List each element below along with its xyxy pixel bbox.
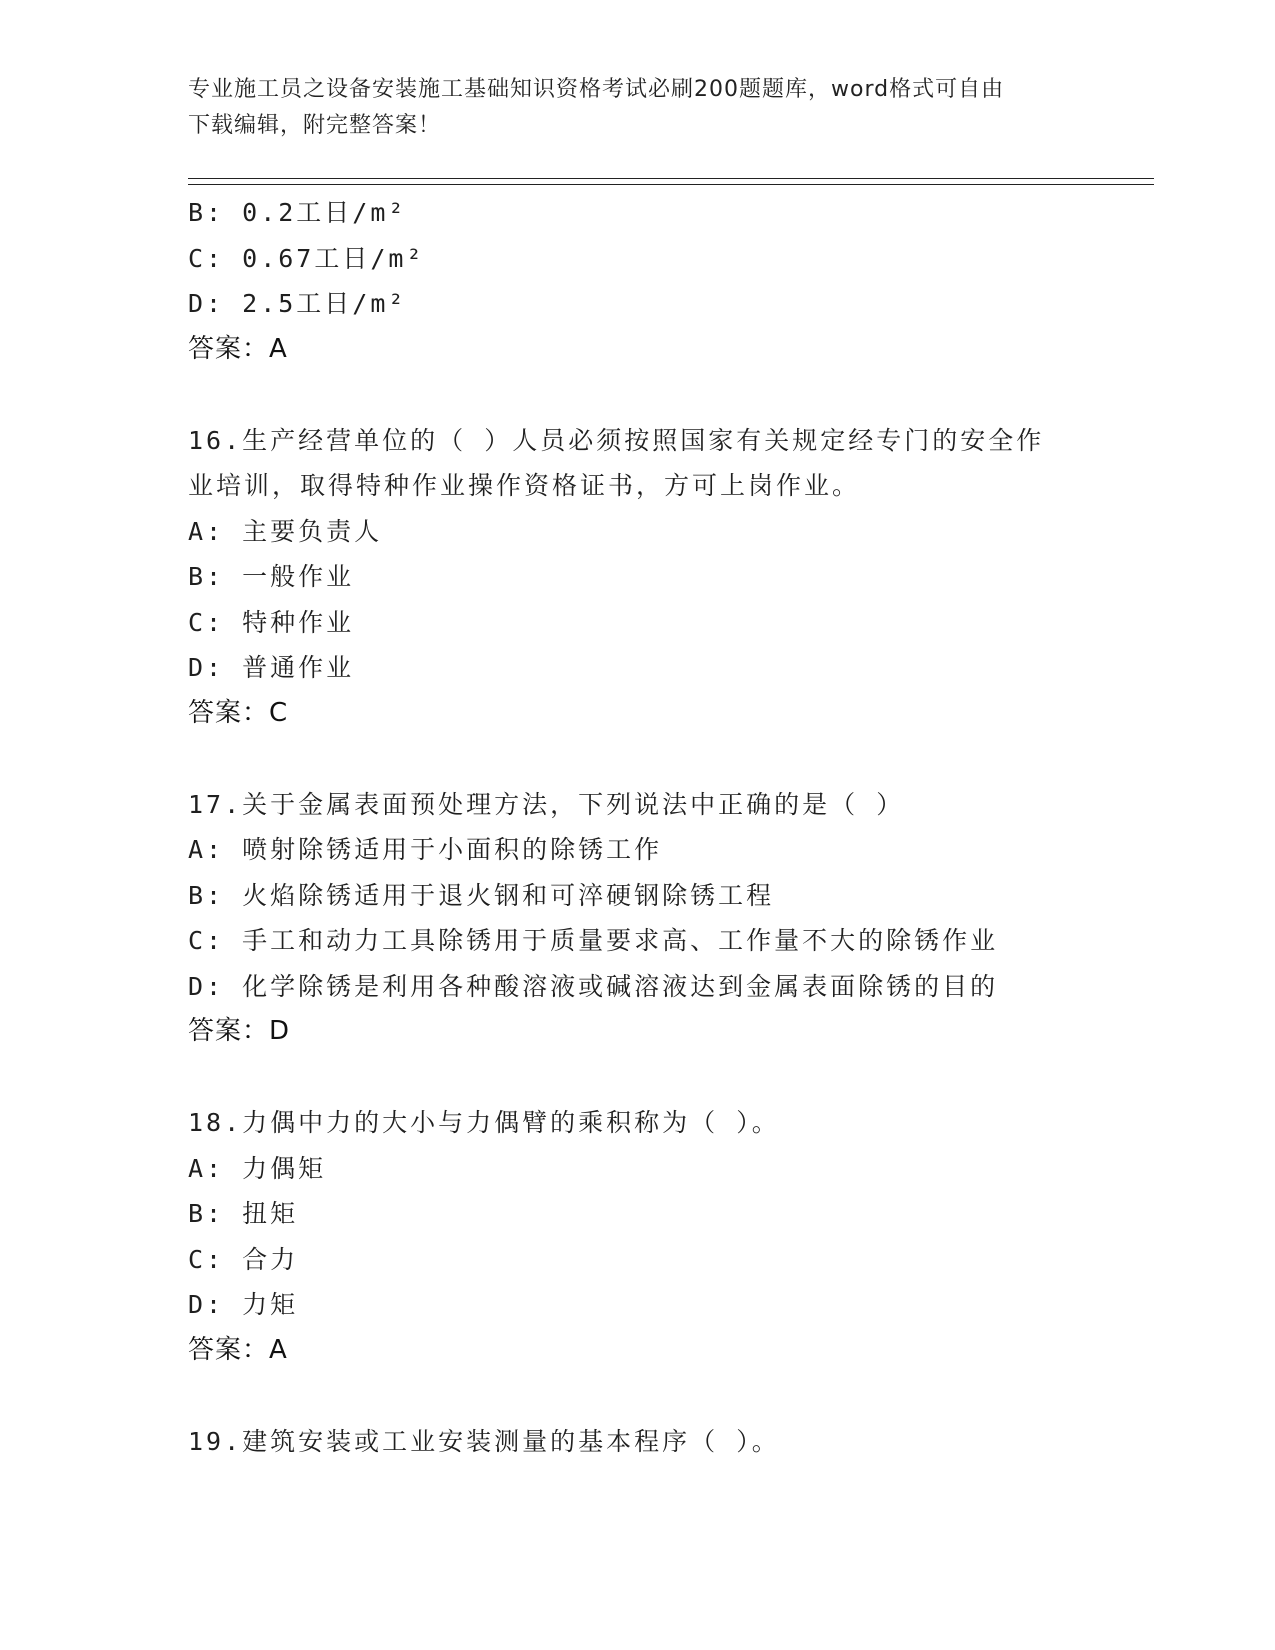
question-16 bbox=[188, 418, 1108, 737]
spacer bbox=[188, 372, 1108, 418]
question-stem: 17.关于金属表面预处理方法，下列说法中正确的是（ ） bbox=[188, 789, 905, 819]
question-18 bbox=[188, 1100, 1108, 1373]
option-b: B: 火焰除锈适用于退火钢和可淬硬钢除锈工程 bbox=[188, 880, 775, 910]
question-19 bbox=[188, 1419, 1108, 1465]
option-b: B: 一般作业 bbox=[188, 562, 355, 591]
header-title-line-2: 下载编辑，附完整答案！ bbox=[188, 113, 442, 138]
option-d: D: 化学除锈是利用各种酸溶液或碱溶液达到金属表面除锈的目的 bbox=[188, 971, 999, 1001]
option-d: D: 普通作业 bbox=[188, 653, 355, 682]
header-divider-top bbox=[188, 178, 1154, 179]
spacer bbox=[188, 1055, 1108, 1101]
answer: 答案：A bbox=[188, 1334, 288, 1365]
option-a: A: 主要负责人 bbox=[188, 516, 383, 546]
spacer bbox=[188, 1373, 1108, 1419]
option-a: A: 喷射除锈适用于小面积的除锈工作 bbox=[188, 835, 663, 864]
option-b: B: 0.2工日/m² bbox=[188, 198, 407, 227]
question-stem-line-2: 业培训，取得特种作业操作资格证书，方可上岗作业。 bbox=[188, 471, 861, 500]
option-b: B: 扭矩 bbox=[188, 1199, 299, 1228]
option-c: C: 特种作业 bbox=[188, 607, 355, 637]
option-c: C: 手工和动力工具除锈用于质量要求高、工作量不大的除锈作业 bbox=[188, 926, 999, 955]
option-a: A: 力偶矩 bbox=[188, 1153, 327, 1183]
option-c: C: 合力 bbox=[188, 1244, 299, 1274]
spacer bbox=[188, 736, 1108, 782]
option-c: C: 0.67工日/m² bbox=[188, 243, 425, 273]
answer: 答案：C bbox=[188, 697, 289, 728]
question-list bbox=[188, 190, 1108, 1464]
answer: 答案：A bbox=[188, 333, 288, 364]
question-stem: 19.建筑安装或工业安装测量的基本程序（ ）。 bbox=[188, 1426, 780, 1456]
question-stem-line-1: 16.生产经营单位的（ ）人员必须按照国家有关规定经专门的安全作 bbox=[188, 425, 1045, 455]
question-17 bbox=[188, 782, 1108, 1055]
option-d: D: 力矩 bbox=[188, 1290, 299, 1319]
answer: 答案：D bbox=[188, 1016, 291, 1046]
document-header bbox=[188, 72, 1088, 144]
header-title-line-1: 专业施工员之设备安装施工基础知识资格考试必刷200题题库，word格式可自由 bbox=[188, 77, 1005, 102]
option-d: D: 2.5工日/m² bbox=[188, 289, 407, 318]
question-stem: 18.力偶中力的大小与力偶臂的乘积称为（ ）。 bbox=[188, 1108, 780, 1137]
question-15 bbox=[188, 190, 1108, 372]
header-divider-bottom bbox=[188, 184, 1154, 185]
